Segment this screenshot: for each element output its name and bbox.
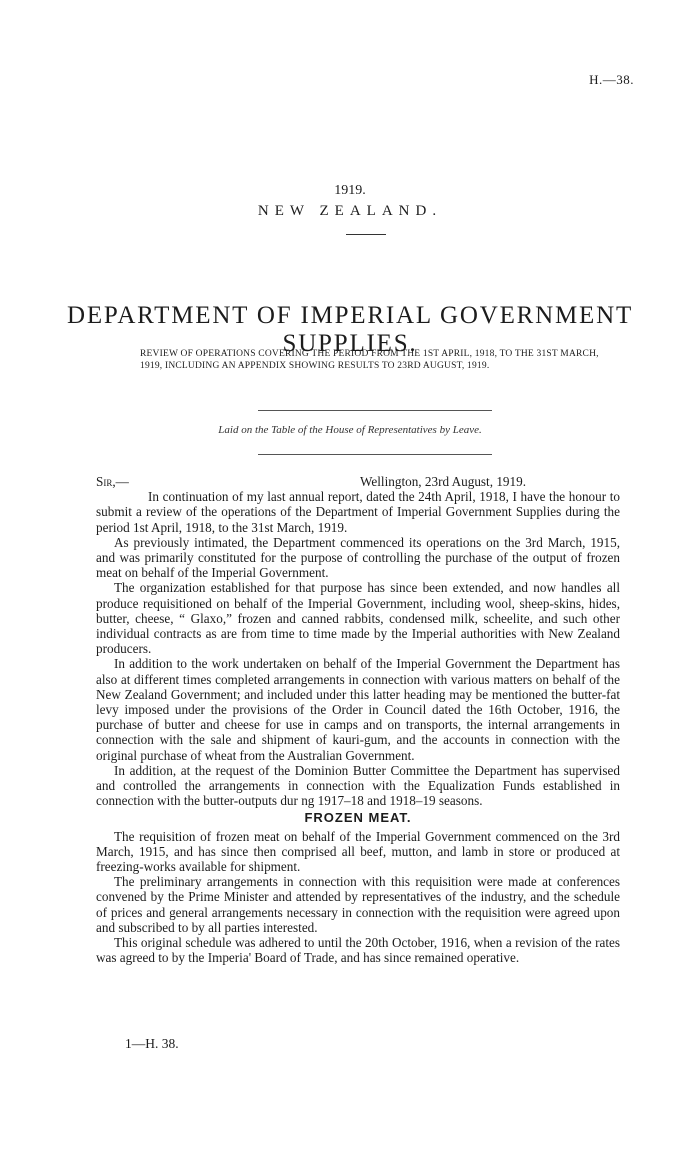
paragraph: In continuation of my last annual report, dated the 24th April, 1918, I have the honour to submit a review of the operations of the Department of Imperial Government Supplies during the period 1st April, 1918, to the 31st March, 1919. [96,489,620,535]
page-reference: H.—38. [589,72,634,87]
place-date: Wellington, 23rd August, 1919. [360,474,526,489]
salutation-line [96,474,620,489]
paragraph: In addition to the work undertaken on behalf of the Imperial Government the Department has also at different times completed arrangements in connection with various matters on behalf of the New Zealand Government; and included under this latter heading may be mentioned the butter-fat levy imposed under the provisions of the Order in Council dated the 16th October, 1916, the purchase of butter and cheese for use in camps and on transports, the internal arrangements in connection with the sale and shipment of kauri-gum, and the accounts in connection with the original purchase of wheat from the Australian Government. [96,656,620,763]
paragraph: As previously intimated, the Department commenced its operations on the 3rd March, 1915, and was primarily constituted for the purpose of controlling the purchase of the output of frozen meat on behalf of the Imperial Government. [96,534,620,581]
divider [258,454,492,455]
divider [346,234,386,235]
year: 1919. [334,183,366,198]
laid-note: Laid on the Table of the House of Representatives by Leave. [218,424,482,436]
paragraph: In addition, at the request of the Dominion Butter Committee the Department has supervised and controlled the arrangements in connection with the Equalization Funds established in connection with the butter-outputs dur ng 1917–18 and 1918–19 seasons. [96,762,620,809]
paragraph: The requisition of frozen meat on behalf of the Imperial Government commenced on the 3rd March, 1915, and has since then comprised all beef, mutton, and lamb in store or produced at freezing-works available for shipment. [96,828,620,875]
salutation: Sir,— [96,474,129,489]
section-heading: FROZEN MEAT. [304,810,412,826]
page-mark: 1—H. 38. [125,1036,179,1051]
paragraph: The preliminary arrangements in connection with this requisition were made at conferences convened by the Prime Minister and attended by representatives of the industry, and the schedule of prices and general arrangements necessary in connection with the requisition were agreed upon and subscribed to by all parties interested. [96,874,620,935]
paragraph: This original schedule was adhered to until the 20th October, 1916, when a revision of the rates was agreed to by the Imperia' Board of Trade, and has since remained operative. [96,935,620,966]
paragraph: The organization established for that purpose has since been extended, and now handles all produce requisitioned on behalf of the Imperial Government, including wool, sheep-skins, hides, butter, cheese, “ Glaxo,” frozen and canned rabbits, condensed milk, scheelite, and such other individual contracts as are from time to time made by the Imperial authorities with New Zealand producers. [96,580,620,657]
country-heading: NEW ZEALAND. [257,203,443,219]
divider [258,410,492,411]
report-body [96,474,620,966]
page-title: DEPARTMENT OF IMPERIAL GOVERNMENT SUPPLIES. [66,302,634,357]
subtitle: REVIEW OF OPERATIONS COVERING THE PERIOD FROM THE 1ST APRIL, 1918, TO THE 31ST MARCH, 1919, INCLUDING AN APPENDIX SHOWING RESULTS TO 23RD AUGUST, 1919. [140,349,599,371]
